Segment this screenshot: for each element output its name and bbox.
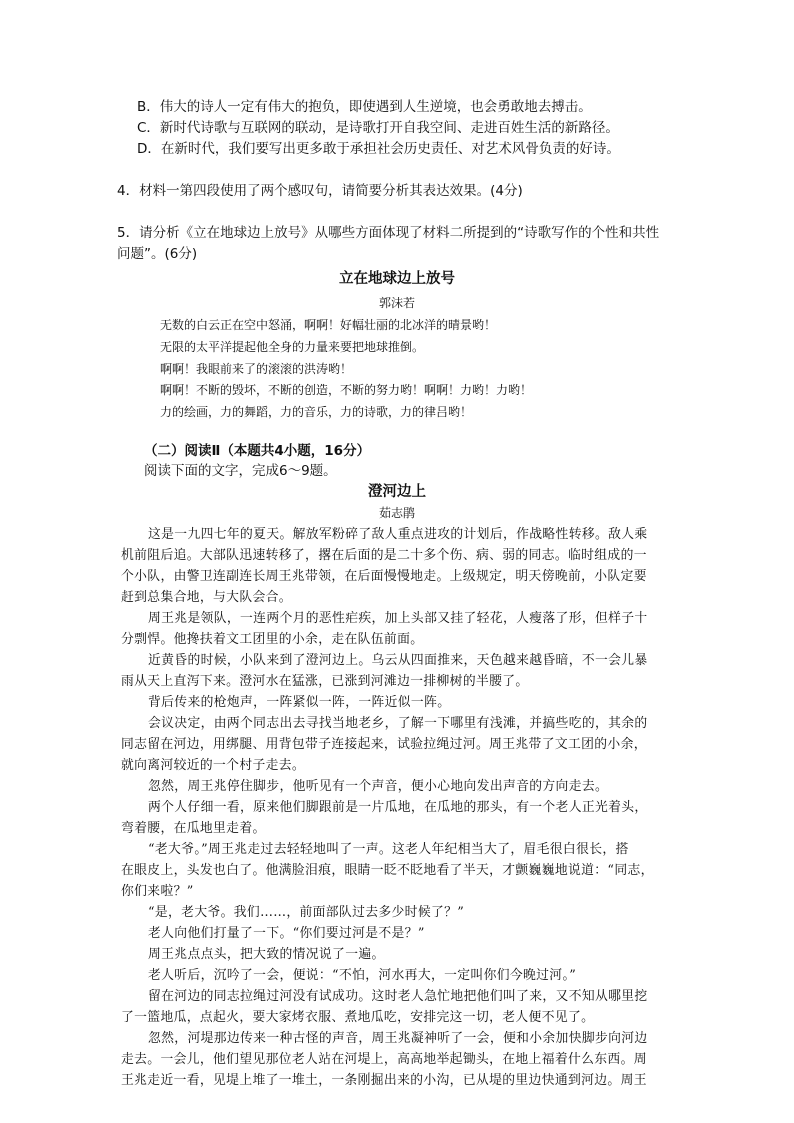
story-line: 这是一九四七年的夏天。解放军粉碎了敌人重点进攻的计划后，作战略性转移。敌人乘	[148, 527, 648, 542]
story-line: 分剽悍。他搀扶着文工团里的小余，走在队伍前面。	[121, 632, 424, 647]
story-author: 茹志鹃	[378, 506, 415, 520]
story-line: 了一篮地瓜，点起火，要大家烤衣服、煮地瓜吃，安排完这一切，老人便不见了。	[121, 1010, 595, 1025]
story-line: “老大爷。”周王兆走过去轻轻地叫了一声。这老人年纪相当大了，眉毛很白很长，搭	[148, 842, 629, 857]
story-line: 忽然，周王兆停住脚步，他听见有一个声音，便小心地向发出声音的方向走去。	[148, 779, 609, 794]
poem-line: 啊啊！我眼前来了的滚滚的洪涛哟！	[160, 362, 353, 376]
story-line: 近黄昏的时候，小队来到了澄河边上。乌云从四面推来，天色越来越昏暗，不一会儿暴	[148, 653, 648, 668]
story-line: 就向离河较近的一个村子走去。	[121, 758, 306, 773]
poem-title: 立在地球边上放号	[339, 270, 455, 287]
story-line: 老人听后，沉吟了一会，便说：“不怕，河水再大，一定叫你们今晚过河。”	[148, 968, 577, 983]
story-line: 两个人仔细一看，原来他们脚跟前是一片瓜地，在瓜地的那头，有一个老人正光着头，	[148, 800, 648, 815]
story-line: 周王兆是领队，一连两个月的恶性疟疾，加上头部又挂了轻花，人瘦落了形，但样子十	[148, 611, 648, 626]
poem-line: 啊啊！不断的毁坏，不断的创造，不断的努力哟！啊啊！力哟！力哟！	[160, 383, 533, 397]
option-d: D．在新时代，我们要写出更多敢于承担社会历史责任、对艺术风骨负责的好诗。	[137, 141, 620, 157]
question-4: 4．材料一第四段使用了两个感叹句，请简要分析其表达效果。(4分)	[117, 183, 523, 199]
story-line: 赶到总集合地，与大队会合。	[121, 590, 292, 605]
story-line: 会议决定，由两个同志出去寻找当地老乡，了解一下哪里有浅滩，并搞些吃的，其余的	[148, 716, 648, 731]
option-c: C．新时代诗歌与互联网的联动，是诗歌打开自我空间、走进百姓生活的新路径。	[137, 120, 619, 136]
poem-line: 无数的白云正在空中怒涌，啊啊！好幅壮丽的北冰洋的晴景哟！	[160, 318, 497, 332]
poem-line: 力的绘画，力的舞蹈，力的音乐，力的诗歌，力的律吕哟！	[160, 405, 473, 419]
story-line: 个小队，由警卫连副连长周王兆带领，在后面慢慢地走。上级规定，明天傍晚前，小队定要	[121, 569, 647, 584]
poem-author: 郭沫若	[378, 296, 415, 310]
story-line: 在眼皮上，头发也白了。他满脸泪痕，眼睛一眨不眨地看了半天，才颤巍巍地说道：“同志，	[121, 863, 654, 878]
story-line: 弯着腰，在瓜地里走着。	[121, 821, 266, 836]
story-line: 留在河边的同志拉绳过河没有试成功。这时老人急忙地把他们叫了来，又不知从哪里挖	[148, 989, 648, 1004]
section-instruction: 阅读下面的文字，完成6～9题。	[144, 463, 337, 479]
story-line: 走去。一会儿，他们望见那位老人站在河堤上，高高地举起锄头，在地上福着什么东西。周	[121, 1052, 647, 1067]
story-title: 澄河边上	[368, 483, 426, 500]
story-line: 王兆走近一看，见堤上堆了一堆土，一条刚掘出来的小沟，已从堤的里边快通到河边。周王	[121, 1073, 647, 1088]
poem-line: 无限的太平洋提起他全身的力量来要把地球推倒。	[160, 340, 425, 354]
story-line: 忽然，河堤那边传来一种古怪的声音，周王兆凝神听了一会，便和小余加快脚步向河边	[148, 1031, 648, 1046]
section-header: （二）阅读Ⅱ（本题共4小题，16分）	[144, 443, 371, 459]
story-line: 雨从天上直泻下来。澄河水在猛涨，已涨到河滩边一排柳树的半腰了。	[121, 674, 529, 689]
question-5-line-1: 5．请分析《立在地球边上放号》从哪些方面体现了材料二所提到的“诗歌写作的个性和共性	[117, 225, 660, 241]
story-line: “是，老大爷。我们……，前面部队过去多少时候了？”	[148, 905, 465, 920]
question-5-line-2: 问题”。(6分)	[117, 246, 198, 262]
story-line: 机前阻后追。大部队迅速转移了，撂在后面的是二十多个伤、病、弱的同志。临时组成的一	[121, 548, 647, 563]
option-b: B．伟大的诗人一定有伟大的抱负，即使遇到人生逆境，也会勇敢地去搏击。	[137, 99, 592, 115]
story-line: 背后传来的枪炮声，一阵紧似一阵，一阵近似一阵。	[148, 695, 451, 710]
story-line: 老人向他们打量了一下。“你们要过河是不是？”	[148, 926, 425, 941]
story-line: 同志留在河边，用绑腿、用背包带子连接起来，试验拉绳过河。周王兆带了文工团的小余，	[121, 737, 647, 752]
story-line: 周王兆点点头，把大致的情况说了一遍。	[148, 947, 385, 962]
story-line: 你们来啦？”	[121, 884, 194, 899]
